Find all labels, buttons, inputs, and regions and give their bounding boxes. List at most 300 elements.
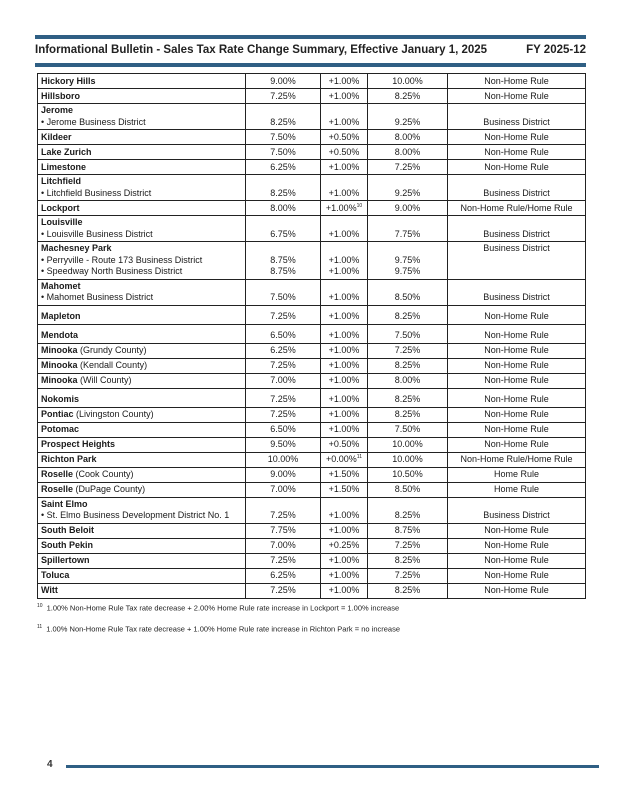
new-rate: 8.25% <box>394 555 421 565</box>
current-rate-cell <box>246 279 321 305</box>
municipality-name: Roselle <box>41 484 74 494</box>
rate-type-cell: Home Rule <box>448 482 586 497</box>
municipality-cell <box>38 482 246 497</box>
rate-change: +1.00% <box>328 311 360 321</box>
rate-change-cell <box>321 422 368 437</box>
footnote-text: 1.00% Non-Home Rule Tax rate decrease + 2.00% Home Rule rate increase in Lockport = 1.00% increase <box>46 603 400 613</box>
table-row <box>38 422 586 437</box>
rate-change-cell <box>321 324 368 343</box>
new-rate-cell <box>368 242 448 280</box>
rate-type-cell: Non-Home Rule <box>448 89 586 104</box>
new-rate-cell <box>368 422 448 437</box>
business-district-name: • Jerome Business District <box>41 116 146 127</box>
municipality-cell <box>38 583 246 598</box>
new-rate-cell <box>368 388 448 407</box>
current-rate-cell <box>246 373 321 388</box>
new-rate-cell <box>368 437 448 452</box>
rate-change: +1.00% <box>328 161 360 172</box>
rate-change-cell <box>321 467 368 482</box>
rate-type-cell: Non-Home Rule <box>448 437 586 452</box>
municipality-name: Mahomet <box>41 280 81 291</box>
business-district-name: • Perryville - Route 173 Business District <box>41 254 203 265</box>
current-rate: 10.00% <box>267 454 299 464</box>
current-rate-cell <box>246 305 321 324</box>
county-name: (Cook County) <box>75 469 134 479</box>
rate-type-cell: Non-Home Rule <box>448 388 586 407</box>
table-row <box>38 523 586 538</box>
rate-change-cell <box>321 568 368 583</box>
municipality-name: Mendota <box>41 330 78 340</box>
new-rate: 8.25% <box>394 409 421 419</box>
current-rate: 7.00% <box>270 484 296 494</box>
new-rate: 8.00% <box>394 146 421 157</box>
new-rate: 8.75% <box>394 525 421 535</box>
rate-change: +0.50% <box>328 146 360 157</box>
current-rate: 7.00% <box>270 540 296 550</box>
municipality-cell <box>38 523 246 538</box>
rate-change: +1.50% <box>328 484 360 494</box>
rate-type-cell: Non-Home Rule <box>448 553 586 568</box>
rate-change-cell <box>321 130 368 145</box>
new-rate: 7.50% <box>394 424 421 434</box>
current-rate-cell <box>246 104 321 130</box>
table-row <box>38 145 586 160</box>
new-rate: 10.00% <box>392 454 423 464</box>
current-rate-cell <box>246 160 321 175</box>
county-name: (Kendall County) <box>80 360 148 370</box>
rate-change-cell <box>321 216 368 242</box>
table-row <box>38 407 586 422</box>
new-rate-cell <box>368 201 448 216</box>
new-rate: 8.00% <box>394 131 421 142</box>
current-rate-cell <box>246 74 321 89</box>
business-district-name: • Louisville Business District <box>41 228 153 239</box>
table-row <box>38 568 586 583</box>
current-rate: 6.75% <box>270 228 296 239</box>
rate-change: +0.50% <box>328 439 360 449</box>
new-rate-cell <box>368 74 448 89</box>
current-rate: 6.25% <box>270 345 296 355</box>
municipality-name: Nokomis <box>41 394 80 404</box>
new-rate-cell <box>368 175 448 201</box>
municipality-name: Lockport <box>41 202 80 213</box>
rate-change-cell <box>321 242 368 280</box>
current-rate: 7.25% <box>270 510 296 520</box>
municipality-name: Saint Elmo <box>41 498 88 509</box>
table-row <box>38 343 586 358</box>
new-rate: 8.25% <box>394 510 421 520</box>
rate-change-cell <box>321 145 368 160</box>
municipality-cell <box>38 407 246 422</box>
new-rate: 9.75% <box>394 266 421 276</box>
municipality-name: Prospect Heights <box>41 439 116 449</box>
table-row <box>38 482 586 497</box>
new-rate-cell <box>368 104 448 130</box>
current-rate-cell <box>246 130 321 145</box>
business-district-name: • Litchfield Business District <box>41 187 152 198</box>
current-rate: 6.25% <box>270 161 296 172</box>
rate-change: +0.00% <box>326 454 357 464</box>
county-name: (Livingston County) <box>76 409 154 419</box>
rate-change: +0.50% <box>328 131 360 142</box>
municipality-name: Jerome <box>41 105 74 115</box>
footnote-text: 1.00% Non-Home Rule Tax rate decrease + 1.00% Home Rule rate increase in Richton Park = no increase <box>46 624 400 634</box>
rate-change-cell <box>321 74 368 89</box>
rate-change-cell <box>321 104 368 130</box>
rate-change-cell <box>321 175 368 201</box>
municipality-cell <box>38 279 246 305</box>
rate-change-cell <box>321 358 368 373</box>
table-row <box>38 373 586 388</box>
rate-change: +1.00% <box>328 510 360 520</box>
new-rate: 7.25% <box>394 345 421 355</box>
municipality-cell <box>38 343 246 358</box>
rate-change: +1.00% <box>328 254 360 265</box>
footnote-reference: 10 <box>356 202 363 209</box>
rate-change-cell <box>321 388 368 407</box>
new-rate-cell <box>368 407 448 422</box>
municipality-cell <box>38 305 246 324</box>
rate-type-cell: Non-Home Rule <box>448 568 586 583</box>
business-district-name: • St. Elmo Business Development District No. 1 <box>41 510 230 520</box>
table-row <box>38 324 586 343</box>
rate-change: +1.00% <box>328 292 360 302</box>
page-number: 4 <box>47 759 53 770</box>
table-row <box>38 437 586 452</box>
sales-tax-rate-table <box>37 73 586 599</box>
new-rate-cell <box>368 358 448 373</box>
table-row <box>38 497 586 523</box>
new-rate: 7.25% <box>394 570 421 580</box>
current-rate: 9.00% <box>270 469 296 479</box>
table-row <box>38 201 586 216</box>
current-rate-cell <box>246 216 321 242</box>
rate-type-cell: Business District <box>448 242 586 280</box>
rate-change-cell <box>321 497 368 523</box>
rate-type-cell: Non-Home Rule <box>448 407 586 422</box>
municipality-cell <box>38 422 246 437</box>
rate-change: +1.00% <box>328 570 360 580</box>
rate-change: +1.00% <box>328 330 360 340</box>
municipality-name: Toluca <box>41 570 70 580</box>
rate-change-cell <box>321 482 368 497</box>
new-rate-cell <box>368 467 448 482</box>
county-name: (Will County) <box>80 375 132 385</box>
municipality-name: Richton Park <box>41 454 97 464</box>
new-rate: 10.00% <box>392 75 423 86</box>
rate-type-cell: Business District <box>448 497 586 523</box>
municipality-name: Witt <box>41 585 58 595</box>
new-rate-cell <box>368 553 448 568</box>
rate-change: +1.00% <box>328 75 360 86</box>
municipality-cell <box>38 497 246 523</box>
rate-change: +1.00% <box>328 187 360 198</box>
new-rate: 8.50% <box>394 292 421 302</box>
new-rate-cell <box>368 130 448 145</box>
new-rate-cell <box>368 373 448 388</box>
rate-change: +1.00% <box>328 345 360 355</box>
current-rate: 7.25% <box>270 90 296 101</box>
new-rate-cell <box>368 324 448 343</box>
new-rate-cell <box>368 160 448 175</box>
new-rate: 8.25% <box>394 90 421 101</box>
rate-change: +1.00% <box>328 266 360 276</box>
new-rate-cell <box>368 452 448 467</box>
current-rate-cell <box>246 422 321 437</box>
new-rate-cell <box>368 497 448 523</box>
rate-type-cell: Non-Home Rule/Home Rule <box>448 452 586 467</box>
current-rate: 7.50% <box>270 131 296 142</box>
current-rate: 7.75% <box>270 525 296 535</box>
municipality-cell <box>38 467 246 482</box>
current-rate-cell <box>246 89 321 104</box>
municipality-name: Lake Zurich <box>41 146 92 157</box>
rate-type-cell: Non-Home Rule <box>448 130 586 145</box>
bulletin-title: Informational Bulletin - Sales Tax Rate Change Summary, Effective January 1, 2025 <box>35 44 488 56</box>
new-rate-cell <box>368 89 448 104</box>
current-rate-cell <box>246 324 321 343</box>
current-rate: 7.50% <box>270 146 296 157</box>
municipality-name: Hillsboro <box>41 90 81 101</box>
rate-type-cell: Non-Home Rule <box>448 324 586 343</box>
table-row <box>38 358 586 373</box>
current-rate: 8.25% <box>270 187 296 198</box>
table-row <box>38 89 586 104</box>
rate-change: +1.00% <box>328 525 360 535</box>
municipality-name: Minooka <box>41 345 78 355</box>
bulletin-number: FY 2025-12 <box>526 44 586 56</box>
new-rate: 10.50% <box>392 469 423 479</box>
current-rate-cell <box>246 467 321 482</box>
current-rate-cell <box>246 388 321 407</box>
current-rate-cell <box>246 538 321 553</box>
table-row <box>38 175 586 201</box>
new-rate-cell <box>368 216 448 242</box>
new-rate: 8.25% <box>394 585 421 595</box>
table-row <box>38 305 586 324</box>
current-rate-cell <box>246 497 321 523</box>
footnote-10 <box>37 603 399 613</box>
current-rate-cell <box>246 407 321 422</box>
new-rate: 8.25% <box>394 394 421 404</box>
rate-type-cell: Non-Home Rule <box>448 523 586 538</box>
current-rate: 8.75% <box>270 266 296 276</box>
rate-change-cell <box>321 452 368 467</box>
rate-type-cell: Business District <box>448 104 586 130</box>
current-rate-cell <box>246 523 321 538</box>
rate-change-cell <box>321 538 368 553</box>
current-rate: 6.50% <box>270 424 296 434</box>
new-rate-cell <box>368 538 448 553</box>
municipality-cell <box>38 358 246 373</box>
current-rate: 9.50% <box>270 439 296 449</box>
municipality-cell <box>38 388 246 407</box>
rate-change-cell <box>321 305 368 324</box>
municipality-cell <box>38 242 246 280</box>
rate-change-cell <box>321 343 368 358</box>
municipality-cell <box>38 568 246 583</box>
current-rate-cell <box>246 343 321 358</box>
municipality-name: Minooka <box>41 375 78 385</box>
current-rate-cell <box>246 568 321 583</box>
new-rate: 8.50% <box>394 484 421 494</box>
new-rate: 8.25% <box>394 311 421 321</box>
current-rate: 9.00% <box>270 75 296 86</box>
new-rate: 9.25% <box>394 187 421 198</box>
current-rate: 6.50% <box>270 330 296 340</box>
current-rate: 8.25% <box>270 116 296 127</box>
current-rate: 7.50% <box>270 292 296 302</box>
footnote-mark: 11 <box>37 624 43 630</box>
municipality-cell <box>38 104 246 130</box>
rate-type-cell: Business District <box>448 279 586 305</box>
table-row <box>38 104 586 130</box>
rate-change: +1.00% <box>328 394 360 404</box>
rate-change: +1.00% <box>328 424 360 434</box>
county-name: (Grundy County) <box>80 345 147 355</box>
footnote-reference: 11 <box>356 454 362 460</box>
table-row <box>38 279 586 305</box>
new-rate: 7.50% <box>394 330 421 340</box>
rate-change: +1.50% <box>328 469 360 479</box>
municipality-name: Louisville <box>41 217 83 227</box>
new-rate: 7.25% <box>394 540 421 550</box>
new-rate-cell <box>368 523 448 538</box>
municipality-cell <box>38 373 246 388</box>
table-row <box>38 452 586 467</box>
new-rate-cell <box>368 583 448 598</box>
county-name: (DuPage County) <box>75 484 146 494</box>
current-rate: 7.00% <box>270 375 296 385</box>
table-row <box>38 538 586 553</box>
municipality-name: Litchfield <box>41 176 81 186</box>
footer-rule <box>66 765 599 768</box>
rate-type-cell: Non-Home Rule <box>448 74 586 89</box>
rate-type-cell: Home Rule <box>448 467 586 482</box>
rate-change: +1.00% <box>325 202 357 213</box>
rate-type-cell: Non-Home Rule <box>448 343 586 358</box>
table-row <box>38 388 586 407</box>
current-rate-cell <box>246 201 321 216</box>
rate-type-cell: Non-Home Rule <box>448 305 586 324</box>
current-rate-cell <box>246 358 321 373</box>
current-rate-cell <box>246 482 321 497</box>
table-row <box>38 160 586 175</box>
rate-change-cell <box>321 373 368 388</box>
municipality-cell <box>38 89 246 104</box>
new-rate: 7.25% <box>394 161 421 172</box>
rate-change-cell <box>321 201 368 216</box>
current-rate: 7.25% <box>270 409 296 419</box>
new-rate: 8.25% <box>394 360 421 370</box>
new-rate-cell <box>368 305 448 324</box>
current-rate-cell <box>246 242 321 280</box>
current-rate-cell <box>246 437 321 452</box>
rate-type-cell: Non-Home Rule <box>448 422 586 437</box>
table-row <box>38 130 586 145</box>
municipality-name: Pontiac <box>41 409 74 419</box>
municipality-name: South Pekin <box>41 540 94 550</box>
rate-change-cell <box>321 437 368 452</box>
new-rate-cell <box>368 482 448 497</box>
municipality-name: South Beloit <box>41 525 94 535</box>
new-rate: 8.00% <box>394 375 421 385</box>
rate-change: +1.00% <box>328 360 360 370</box>
rate-type-cell: Business District <box>448 216 586 242</box>
municipality-cell <box>38 452 246 467</box>
municipality-cell <box>38 538 246 553</box>
current-rate: 7.25% <box>270 585 296 595</box>
new-rate: 10.00% <box>392 439 423 449</box>
current-rate: 8.00% <box>270 202 296 213</box>
footnote-mark: 10 <box>37 603 43 609</box>
municipality-name: Limestone <box>41 161 87 172</box>
header-bottom-rule <box>35 63 586 67</box>
current-rate-cell <box>246 553 321 568</box>
municipality-cell <box>38 216 246 242</box>
municipality-name: Kildeer <box>41 131 72 142</box>
rate-type-cell: Non-Home Rule <box>448 538 586 553</box>
current-rate: 8.75% <box>270 254 296 265</box>
table-row <box>38 216 586 242</box>
business-district-name: • Speedway North Business District <box>41 266 183 276</box>
rate-change-cell <box>321 583 368 598</box>
new-rate-cell <box>368 279 448 305</box>
rate-change: +1.00% <box>328 555 360 565</box>
rate-change-cell <box>321 279 368 305</box>
rate-change-cell <box>321 523 368 538</box>
business-district-name: • Mahomet Business District <box>41 292 154 302</box>
header-top-rule <box>35 35 586 39</box>
table-row <box>38 553 586 568</box>
rate-change: +1.00% <box>328 90 360 101</box>
table-row <box>38 467 586 482</box>
municipality-name: Minooka <box>41 360 78 370</box>
rate-change-cell <box>321 160 368 175</box>
rate-change: +1.00% <box>328 585 360 595</box>
current-rate-cell <box>246 583 321 598</box>
municipality-cell <box>38 324 246 343</box>
municipality-name: Machesney Park <box>41 243 112 253</box>
new-rate-cell <box>368 145 448 160</box>
current-rate: 7.25% <box>270 555 296 565</box>
current-rate-cell <box>246 452 321 467</box>
new-rate: 9.75% <box>394 254 421 265</box>
municipality-cell <box>38 437 246 452</box>
municipality-name: Potomac <box>41 424 80 434</box>
rate-type-cell: Non-Home Rule <box>448 145 586 160</box>
municipality-name: Spillertown <box>41 555 90 565</box>
rate-type-cell: Non-Home Rule <box>448 358 586 373</box>
municipality-cell <box>38 553 246 568</box>
current-rate-cell <box>246 175 321 201</box>
new-rate: 9.25% <box>394 116 421 127</box>
footnote-11 <box>37 624 400 634</box>
rate-change-cell <box>321 407 368 422</box>
municipality-name: Roselle <box>41 469 74 479</box>
current-rate: 7.25% <box>270 360 296 370</box>
new-rate-cell <box>368 568 448 583</box>
municipality-cell <box>38 160 246 175</box>
table-row <box>38 242 586 280</box>
current-rate: 7.25% <box>270 394 296 404</box>
current-rate: 6.25% <box>270 570 296 580</box>
new-rate: 7.75% <box>394 228 421 239</box>
rate-change: +1.00% <box>328 228 360 239</box>
rate-type-cell: Non-Home Rule <box>448 160 586 175</box>
rate-type-cell: Non-Home Rule <box>448 373 586 388</box>
municipality-cell <box>38 74 246 89</box>
